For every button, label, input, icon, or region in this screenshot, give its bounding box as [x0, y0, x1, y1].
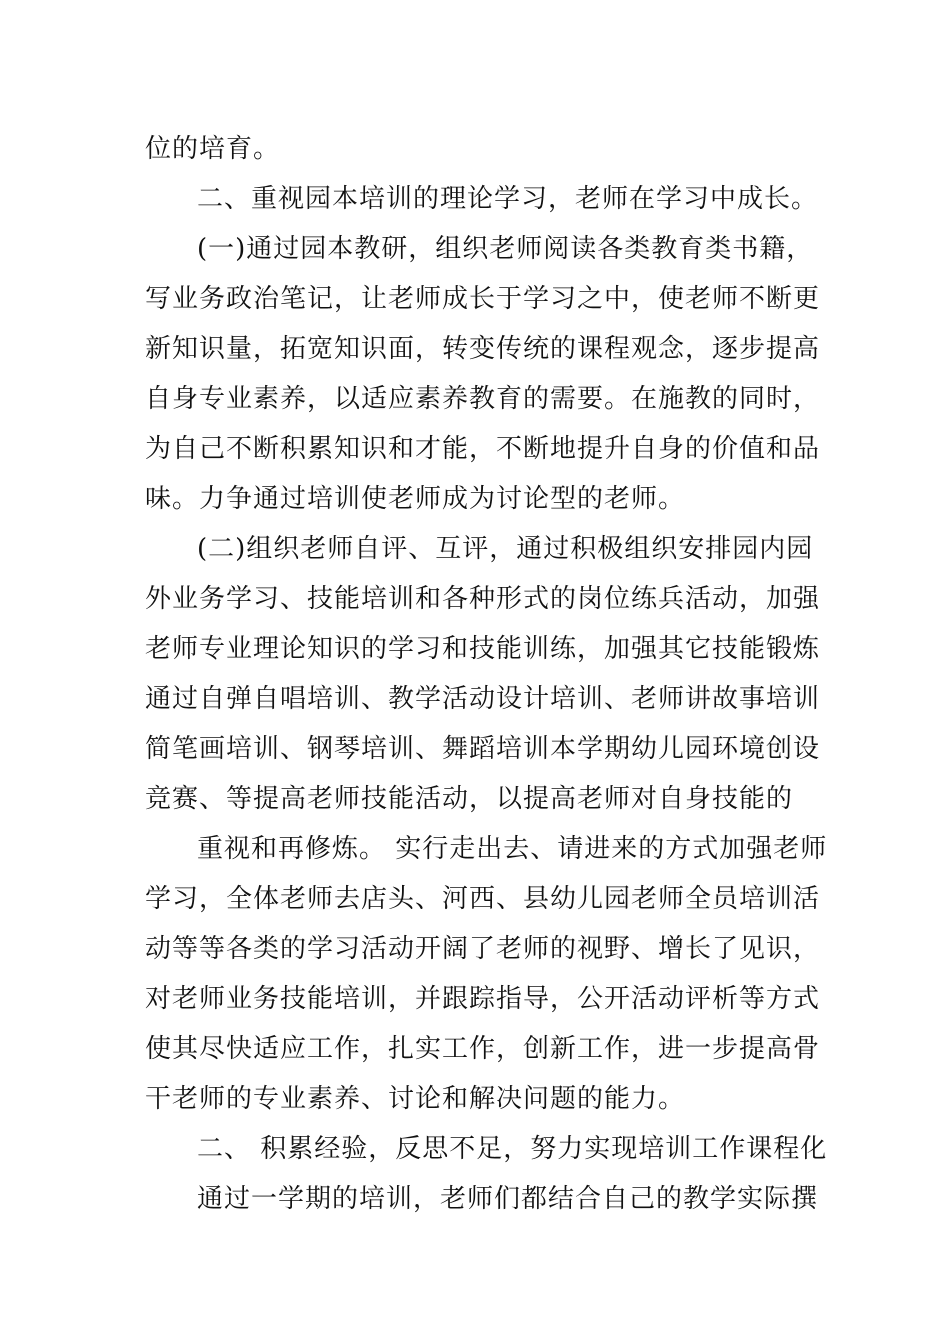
text-line: 位的培育。 — [145, 134, 281, 164]
text-line: 写业务政治笔记，让老师成长于学习之中，使老师不断更 — [145, 284, 821, 314]
text-line: 为自己不断积累知识和才能，不断地提升自身的价值和品 — [145, 434, 821, 464]
text-line: 竞赛、等提高老师技能活动，以提高老师对自身技能的 — [145, 784, 794, 814]
text-line: 自身专业素养，以适应素养教育的需要。在施教的同时， — [145, 384, 821, 414]
text-line: 干老师的专业素养、讨论和解决问题的能力。 — [145, 1084, 686, 1114]
section-heading: 二、重视园本培训的理论学习，老师在学习中成长。 — [197, 184, 819, 214]
text-line: 通过自弹自唱培训、教学活动设计培训、老师讲故事培训 — [145, 684, 821, 714]
text-line: (二)组织老师自评、互评，通过积极组织安排园内园 — [197, 534, 814, 564]
text-line: 学习，全体老师去店头、河西、县幼儿园老师全员培训活 — [145, 884, 821, 914]
text-line: 对老师业务技能培训，并跟踪指导，公开活动评析等方式 — [145, 984, 821, 1014]
text-line: 简笔画培训、钢琴培训、舞蹈培训本学期幼儿园环境创设 — [145, 734, 821, 764]
text-line: 外业务学习、技能培训和各种形式的岗位练兵活动，加强 — [145, 584, 821, 614]
text-line: 动等等各类的学习活动开阔了老师的视野、增长了见识， — [145, 934, 821, 964]
text-line: 味。力争通过培训使老师成为讨论型的老师。 — [145, 484, 686, 514]
text-line: 新知识量，拓宽知识面，转变传统的课程观念，逐步提高 — [145, 334, 821, 364]
section-heading: 二、 积累经验，反思不足，努力实现培训工作课程化 — [197, 1134, 828, 1164]
text-line: 老师专业理论知识的学习和技能训练，加强其它技能锻炼 — [145, 634, 821, 664]
text-line: 使其尽快适应工作，扎实工作，创新工作，进一步提高骨 — [145, 1034, 821, 1064]
text-line: 通过一学期的培训，老师们都结合自己的教学实际撰 — [197, 1184, 819, 1214]
text-line: 重视和再修炼。 实行走出去、请进来的方式加强老师 — [197, 834, 828, 864]
text-line: (一)通过园本教研，组织老师阅读各类教育类书籍， — [197, 234, 814, 264]
